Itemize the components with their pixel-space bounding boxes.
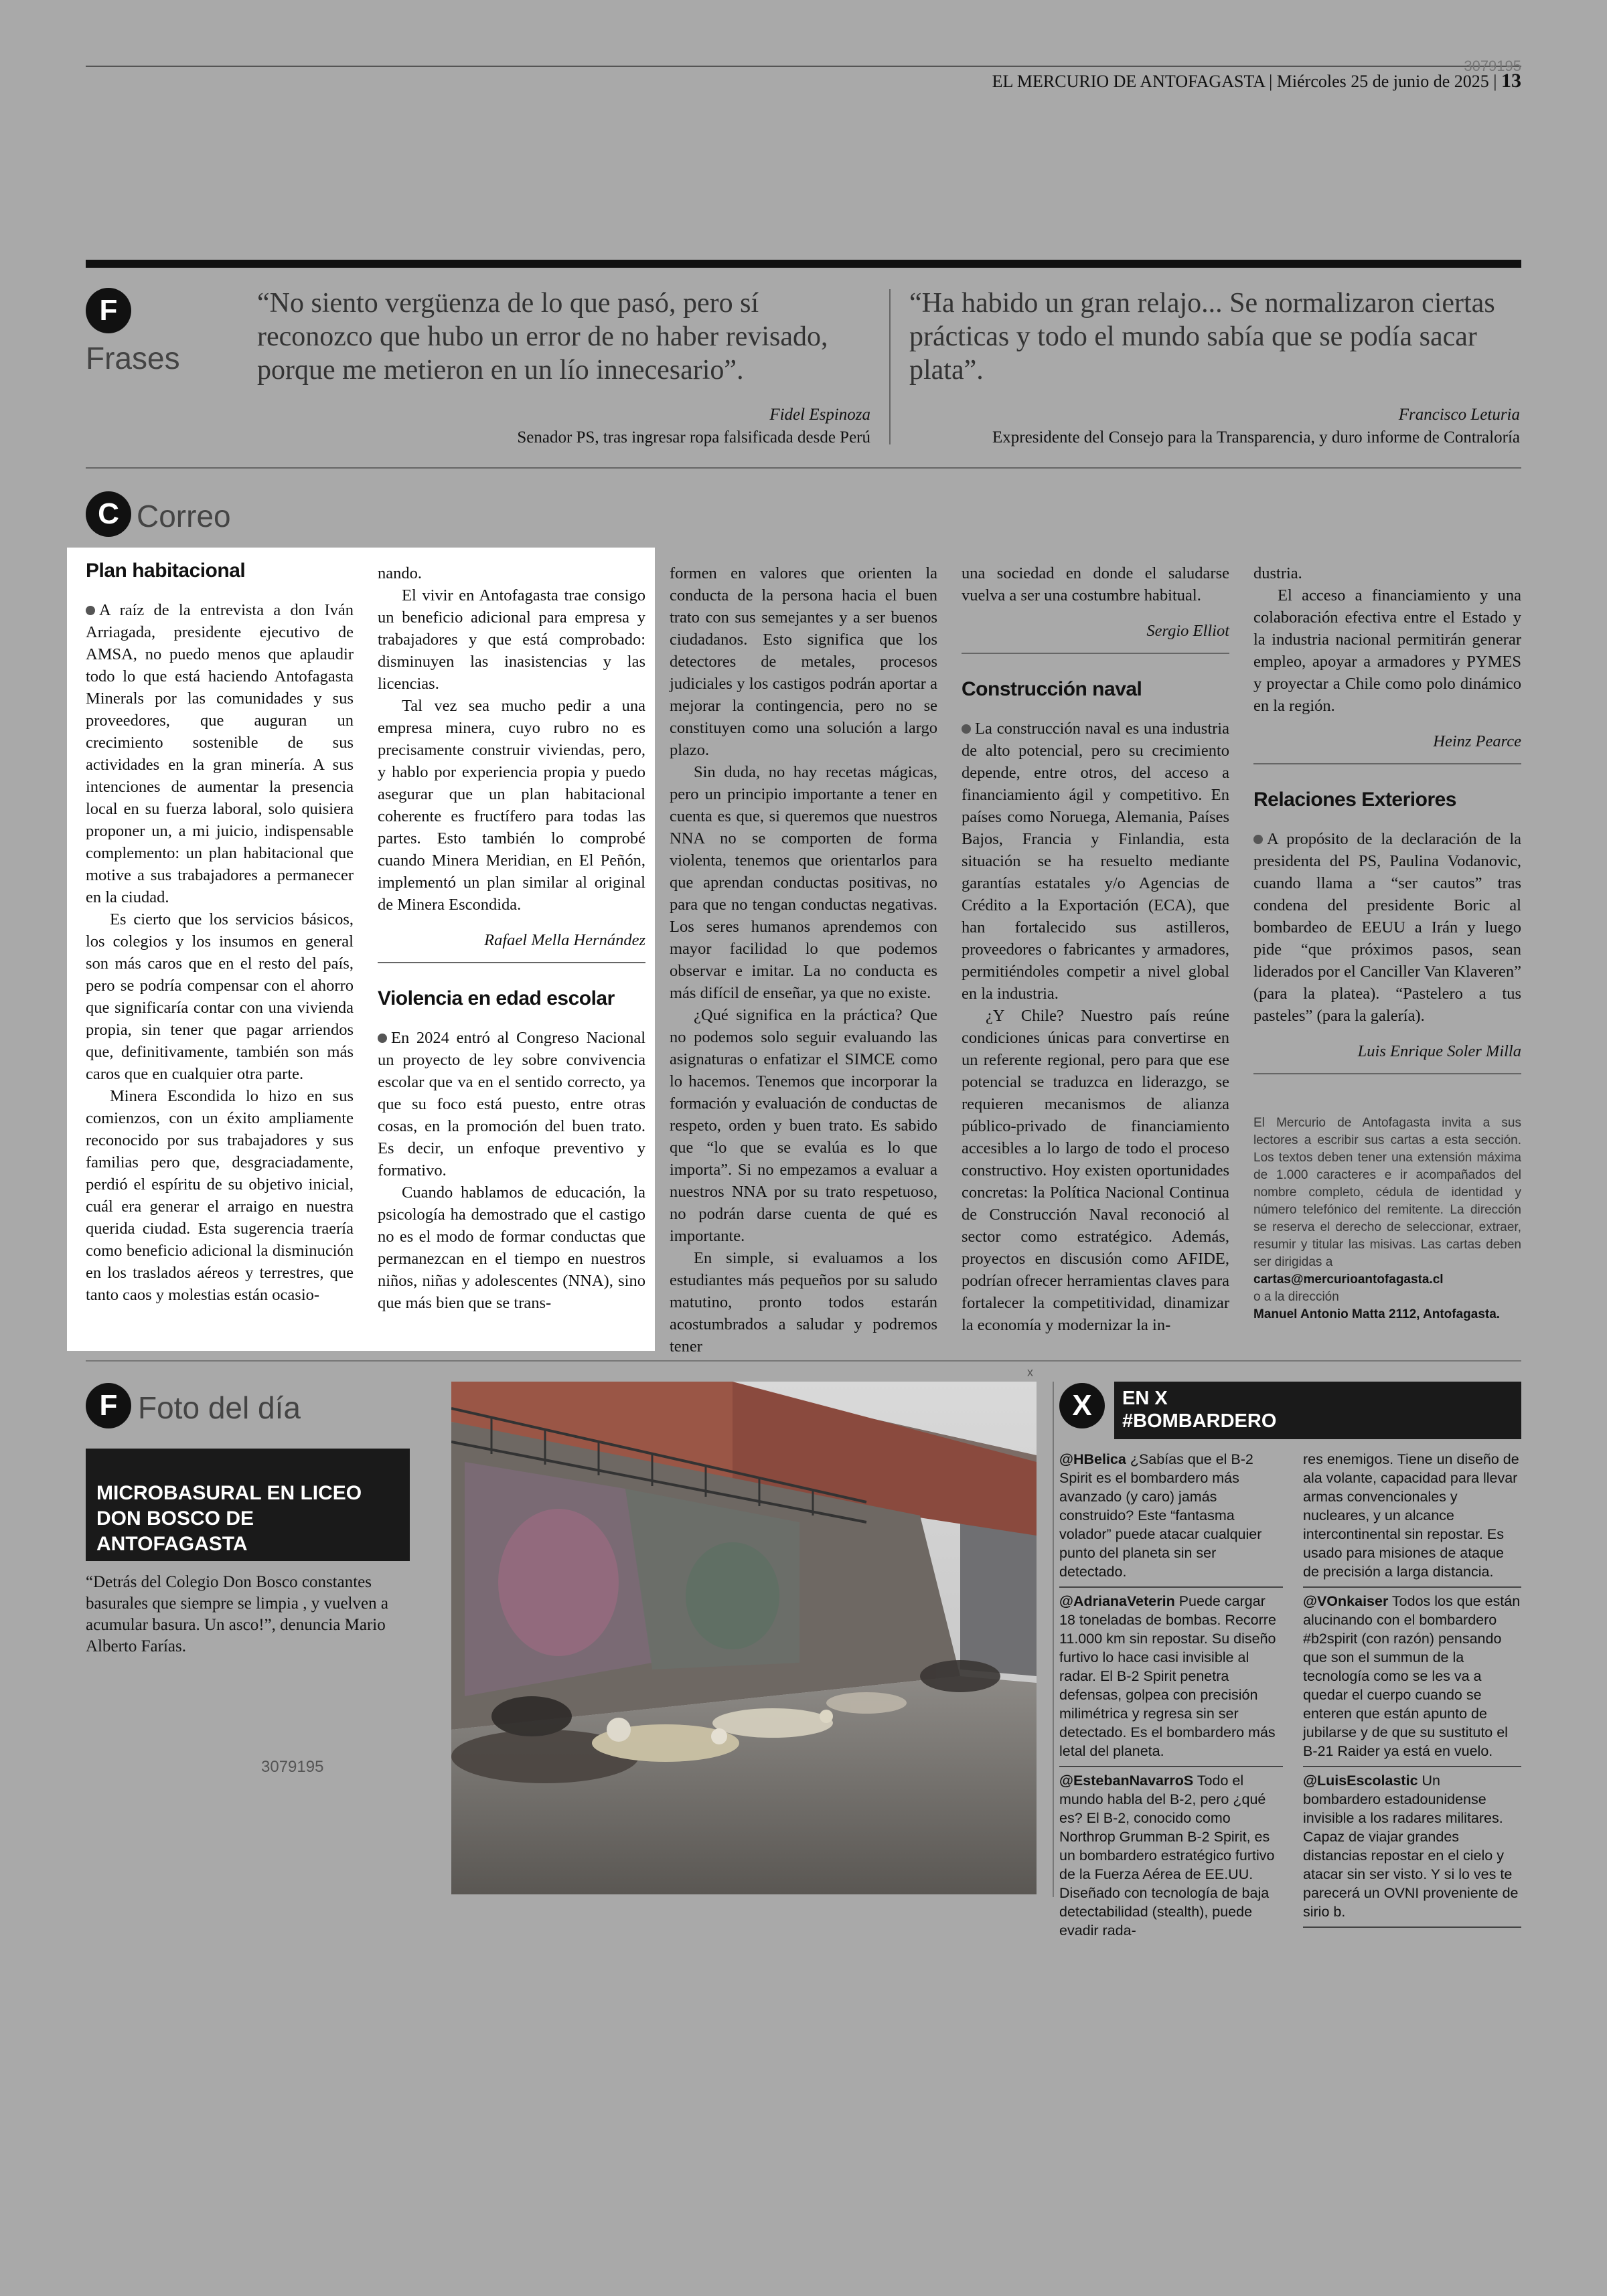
correo-icon: C [86,491,131,537]
enx-divider [1053,1382,1054,1897]
quote-2-author: Francisco Leturia [1398,406,1520,424]
letter-paragraph: Minera Escondida lo hizo en sus comienzos, con un éxito ampliamente reconocido por sus trabajadores y sus familias pero que, desgraciadamente, perdió el espíritu de su objetivo inicial, cuál era generar el arraigo en nuestra querida ciudad. Esta sugerencia traería como beneficio adicional la disminución en los traslados aéreos y terrestres, que tanto caos y molestias están ocasio- [86,1087,354,1304]
bullet-icon [86,606,95,615]
photo-of-day [451,1382,1037,1894]
frases-icon: F [86,288,131,333]
quote-1-role: Senador PS, tras ingresar ropa falsificada desde Perú [517,428,870,446]
letter-heading: Violencia en edad escolar [378,987,615,1009]
submission-note: El Mercurio de Antofagasta invita a sus lectores a escribir sus cartas a esta sección. Los textos deben tener una extensión máxima de 1.000 caracteres e ir acompañados del nombre completo, cédula de identidad y número telefónico del remitente. La dirección se reserva el derecho de seleccionar, extraer, resumir y titular las misivas. Las cartas deben ser dirigidas a cartas@mercurioantofagasta.cl o a la dirección Manuel Antonio Matta 2112, Antofagasta. [1253,1116,1521,1321]
letter-paragraph: A propósito de la declaración de la presidenta del PS, Paulina Vodanovic, cuando llama a “ser cautos” tras condena del presidente Boric al bombardeo de EEUU a Irán y luego pide “que próximos pasos, sean liderados por el Canciller Van Klaveren” (para la platea). “Pastelero a tus pasteles” (para la galería). [1253,830,1521,1025]
photo-illustration [451,1382,1037,1894]
quote-2: “Ha habido un gran relajo... Se normalizaron ciertas prácticas y todo el mundo sabía que se podía sacar plata”. [909,288,1495,386]
tweet: @VOnkaiser Todos los que están alucinando con el bombardero #b2spirit (con razón) pensando que son el summun de la tecnología como se les va a quedar el cuerpo cuando se enteren que están apunto de jubilarse y de que su sustituto el B-21 Raider ya está en vuelo. [1303,1588,1521,1767]
letter-signature: Luis Enrique Soler Milla [1357,1042,1521,1060]
tweets-column-1 [1059,1446,1283,1945]
tweet-continuation: res enemigos. Tiene un diseño de ala volante, capacidad para llevar armas convencionales y nucleares, y un alcance intercontinental sin repostar. Es usado para misiones de ataque de precisión a larga distancia. [1303,1446,1521,1588]
issue-date: | Miércoles 25 de junio de 2025 | [1269,72,1497,91]
newspaper-name: EL MERCURIO DE ANTOFAGASTA [992,72,1265,91]
letter-paragraph: una sociedad en donde el saludarse vuelva a ser una costumbre habitual. [962,564,1229,604]
photo-headline-box [86,1449,410,1561]
letter-paragraph: Tal vez sea mucho pedir a una empresa minera, cuyo rubro no es precisamente construir viviendas, pero, y hablo por experiencia propia y puedo asegurar que un plan habitacional coherente es fructífero para todas las partes. Esto también lo comprobé cuando Minera Meridian, en El Peñón, implementó un plan similar al original de Minera Escondida. [378,697,645,914]
letter-column-3 [670,562,937,1358]
letter-paragraph: El acceso a financiamiento y una colaboración efectiva entre el Estado y la industria nacional permitirán generar empleo, apoyar a armadores y PYMES y proyectar a Chile como polo dinámico en la región. [1253,586,1521,715]
page-code: 3079195 [1464,58,1521,74]
tweet: @AdrianaVeterin Puede cargar 18 toneladas de bombas. Recorre 11.000 km sin repostar. Su diseño furtivo lo hace casi invisible al radar. El B-2 Spirit penetra defensas, golpea con precisión milimétrica y regresa sin ser detectado. Es el bombardero más letal del planeta. [1059,1588,1283,1767]
enx-hashtag: #BOMBARDERO [1122,1410,1277,1432]
foto-title: Foto del día [138,1390,301,1425]
letter-heading: Construcción naval [962,678,1142,700]
tweets-column-2 [1303,1446,1521,1928]
letter-paragraph: En 2024 entró al Congreso Nacional un proyecto de ley sobre convivencia escolar que va en el sentido correcto, ya que su foco está puesto, entre otras cosas, en la promoción del buen trato. Es decir, un enfoque preventivo y formativo. [378,1029,645,1179]
photo-headline-line-2: DON BOSCO DE ANTOFAGASTA [96,1507,254,1555]
bullet-icon [1253,835,1263,844]
letter-paragraph: Cuando hablamos de educación, la psicología ha demostrado que el castigo no es el modo de formar conductas que permanezcan en el tiempo en nuestros niños, niñas y adolescentes (NNA), sino que más bien que se trans- [378,1183,645,1312]
top-rule [86,66,1521,67]
enx-header [1114,1382,1521,1439]
letter-paragraph: Sin duda, no hay recetas mágicas, pero un principio importante a tener en cuenta es que, si queremos que nuestros NNA no se comporten de forma violenta, tenemos que orientarlos para que aprendan conductas positivas, no para que no tengan conductas negativas. Los seres humanos aprendemos con mayor facilidad lo que podemos observar e imitar. La no conducta es más difícil de enseñar, ya que no existe. [670,763,937,1002]
frases-title: Frases [86,341,180,376]
tweet: @LuisEscolastic Un bombardero estadounidense invisible a los radares militares. Capaz de viajar grandes distancias repostar en el cielo y atacar sin ser visto. Y si lo ves te parecerá un OVNI proveniente de sirio b. [1303,1767,1521,1928]
foto-icon: F [86,1383,131,1428]
letter-divider [962,653,1229,654]
tweet-user[interactable]: @AdrianaVeterin [1059,1593,1175,1609]
letter-divider [1253,763,1521,764]
bullet-icon [962,724,971,734]
letter-paragraph: A raíz de la entrevista a don Iván Arriagada, presidente ejecutivo de AMSA, no puedo menos que aplaudir todo lo que está haciendo Antofagasta Minerals por las comunidades y sus proveedores, que auguran un crecimiento sostenible de sus actividades en la gran minería. A sus intenciones de aumentar la presencia local en su fuerza laboral, solo quisiera proponer un, a mi juicio, indispensable complemento: un plan habitacional que motive a sus trabajadores a permanecer en la ciudad. [86,601,354,906]
quote-divider [889,289,891,444]
letter-column-4 [962,562,1229,1336]
bullet-icon [378,1034,387,1043]
photo-code: 3079195 [261,1758,324,1776]
letter-heading: Plan habitacional [86,560,246,582]
tweet-user[interactable]: @LuisEscolastic [1303,1773,1418,1789]
letter-column-5 [1253,562,1521,1323]
tweet: @EstebanNavarroS Todo el mundo habla del B-2, pero ¿qué es? El B-2, conocido como Northrop Grumman B-2 Spirit, es un bombardero estratégico furtivo de la Fuerza Aérea de EE.UU. Diseñado con tecnología de baja detectabilidad (stealth), puede evadir rada- [1059,1773,1275,1939]
letter-paragraph: Es cierto que los servicios básicos, los colegios y los insumos en general son más caros que en el resto del país, pero se podría compensar con el ahorro que significaría contar con una vivienda propia, sin tener que pagar arriendos que, definitivamente, también son más caros que en cualquier otra parte. [86,910,354,1083]
letter-paragraph: formen en valores que orienten la conducta de la persona hacia el buen trato con sus semejantes y a ser buenos ciudadanos. Esto significa que los detectores de metales, procesos judiciales y los castigos podrán aportar a mejorar la contingencia, pero no se constituyen como una solución a largo plazo. [670,564,937,759]
tweet-user[interactable]: @VOnkaiser [1303,1593,1389,1609]
letter-signature: Rafael Mella Hernández [484,931,645,949]
correo-bottom-rule [86,1360,1521,1362]
masthead [992,70,1521,92]
correo-title: Correo [137,499,231,534]
letter-paragraph: dustria. [1253,564,1302,582]
letter-column-1 [86,560,354,1306]
page-number: 13 [1501,70,1521,92]
letter-signature: Sergio Elliot [1146,622,1229,640]
letter-paragraph: ¿Qué significa en la práctica? Que no podemos solo seguir evaluando las asignaturas o enfatizar el SIMCE como lo hacemos. Tenemos que incorporar la formación y evaluación de conductas de respeto, orden y buen trato. Es sabido que “lo que se evalúa es lo que importa”. Si no empezamos a evaluar a nuestros NNA por su trato respetuoso, no podrán darse cuenta de qué es importante. [670,1006,937,1245]
photo-headline-line-1: MICROBASURAL EN LICEO [96,1482,362,1504]
letter-divider [378,962,645,963]
contact-email: cartas@mercurioantofagasta.cl [1253,1273,1444,1287]
letter-signature: Heinz Pearce [1433,732,1521,750]
section-bar [86,260,1521,268]
letter-paragraph: ¿Y Chile? Nuestro país reúne condiciones únicas para convertirse en un referente regional, pero para que ese potencial se traduzca en liderazgo, se requieren mecanismos de alianza público-privado de financiamiento accesibles a lo largo de todo el proceso constructivo. Hoy existen oportunidades concretas: la Política Nacional Continua de Construcción Naval reconoció al sector como estratégico. Además, proyectos en discusión como AFIDE, podrían ofrecer herramientas claves para fortalecer la competitividad, dinamizar la economía y modernizar la in- [962,1007,1229,1334]
letter-paragraph: En simple, si evaluamos a los estudiantes más pequeños por su saludo matutino, pronto todos estarán acostumbrados a saludar y podremos tener [670,1249,937,1356]
photo-caption: “Detrás del Colegio Don Bosco constantes basurales que siempre se limpia , y vuelven a acumular basura. Un asco!”, denuncia Mario Alberto Farías. [86,1573,388,1655]
x-logo-icon: X [1059,1383,1105,1428]
frases-bottom-rule [86,467,1521,469]
tweet: @HBelica ¿Sabías que el B-2 Spirit es el bombardero más avanzado (y caro) jamás construido? Este “fantasma volador” puede atacar cualquier punto del planeta sin ser detectado. [1059,1446,1283,1588]
close-icon[interactable]: x [1027,1366,1033,1379]
letter-paragraph: La construcción naval es una industria de alto potencial, pero su crecimiento depende, entre otros, del acceso a financiamiento ágil y competitivo. En países como Noruega, Alemania, Países Bajos, Francia y Finlandia, esta situación se ha resuelto mediante garantías estatales y/o Agencias de Crédito a la Exportación (ECA), que han fortalecido sus astilleros, proveedores o fabricantes y armadores, permitiéndoles competir a nivel global en la industria. [962,720,1229,1003]
contact-address: Manuel Antonio Matta 2112, Antofagasta. [1253,1307,1501,1321]
letter-divider [1253,1073,1521,1074]
tweet-user[interactable]: @EstebanNavarroS [1059,1773,1194,1789]
quote-2-role: Expresidente del Consejo para la Transparencia, y duro informe de Contraloría [992,428,1520,446]
letter-paragraph: El vivir en Antofagasta trae consigo un beneficio adicional para empresa y trabajadores y que está comprobado: disminuyen las inasistencias y las licencias. [378,586,645,693]
letter-paragraph: nando. [378,564,422,582]
letter-column-2 [378,562,645,1314]
tweet-user[interactable]: @HBelica [1059,1451,1126,1467]
enx-title: EN X [1122,1388,1168,1409]
quote-1-author: Fidel Espinoza [769,406,870,424]
letter-heading: Relaciones Exteriores [1253,789,1456,811]
quote-1: “No siento vergüenza de lo que pasó, pero sí reconozco que hubo un error de no haber revisado, porque me metieron en un lío innecesario”. [257,288,828,386]
